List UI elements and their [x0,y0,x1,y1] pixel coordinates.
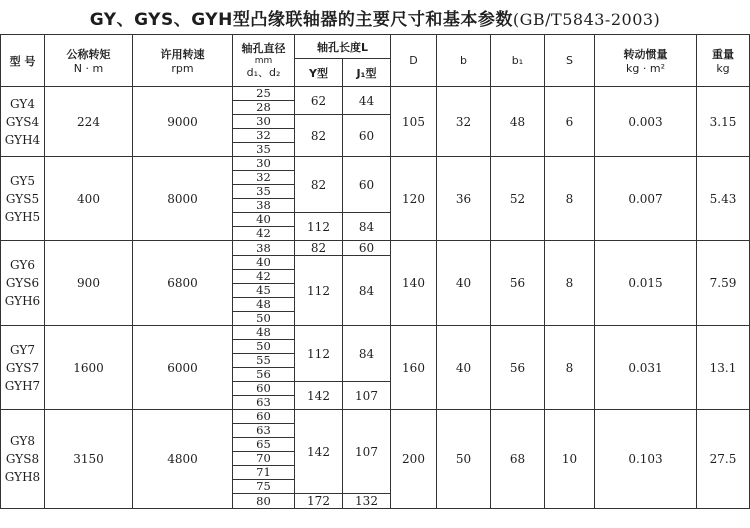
bore-cell: 35 [233,185,295,199]
header-b1: b₁ [491,35,545,87]
speed-cell: 9000 [133,87,233,157]
bore-cell: 70 [233,452,295,466]
b1-cell: 48 [491,87,545,157]
torque-cell: 3150 [45,410,133,509]
table-row [1,241,750,256]
bore-cell: 28 [233,101,295,115]
inertia-cell: 0.007 [595,157,697,241]
bore-cell: 65 [233,438,295,452]
length-j1-cell: 84 [343,213,391,241]
spec-body [1,87,750,509]
header-length-y: Y型 [295,59,343,87]
length-y-cell: 142 [295,382,343,410]
table-row [1,326,750,340]
inertia-cell: 0.003 [595,87,697,157]
b-cell: 36 [437,157,491,241]
length-y-cell: 112 [295,213,343,241]
bore-cell: 32 [233,171,295,185]
speed-cell: 4800 [133,410,233,509]
D-cell: 160 [391,326,437,410]
D-cell: 140 [391,241,437,326]
speed-cell: 6000 [133,326,233,410]
model-cell: GY5 GYS5 GYH5 [1,157,45,241]
inertia-cell: 0.015 [595,241,697,326]
S-cell: 8 [545,157,595,241]
header-weight: 重量 kg [697,35,750,87]
bore-cell: 75 [233,480,295,494]
bore-cell: 40 [233,213,295,227]
length-j1-cell: 107 [343,410,391,494]
table-row [1,87,750,101]
b1-cell: 68 [491,410,545,509]
length-j1-cell: 132 [343,494,391,509]
model-cell: GY4 GYS4 GYH4 [1,87,45,157]
header-length-j1: J₁型 [343,59,391,87]
b-cell: 32 [437,87,491,157]
length-y-cell: 112 [295,326,343,382]
header-bore: 轴孔直径 mm d₁、d₂ [233,35,295,87]
length-y-cell: 172 [295,494,343,509]
b1-cell: 56 [491,241,545,326]
length-y-cell: 82 [295,115,343,157]
header-length: 轴孔长度L [295,35,391,59]
spec-table [0,34,750,509]
page-title [0,5,750,30]
length-y-cell: 62 [295,87,343,115]
bore-cell: 40 [233,256,295,270]
bore-cell: 55 [233,354,295,368]
torque-cell: 224 [45,87,133,157]
bore-cell: 63 [233,424,295,438]
length-j1-cell: 84 [343,326,391,382]
b1-cell: 52 [491,157,545,241]
table-row [1,157,750,171]
S-cell: 8 [545,326,595,410]
bore-cell: 50 [233,340,295,354]
S-cell: 6 [545,87,595,157]
weight-cell: 3.15 [697,87,750,157]
weight-cell: 27.5 [697,410,750,509]
header-model: 型 号 [1,35,45,87]
title-text: GY、GYS、GYH型凸缘联轴器的主要尺寸和基本参数 [89,10,513,30]
bore-cell: 80 [233,494,295,509]
inertia-cell: 0.031 [595,326,697,410]
length-j1-cell: 60 [343,241,391,256]
b-cell: 40 [437,326,491,410]
b-cell: 50 [437,410,491,509]
bore-cell: 45 [233,284,295,298]
length-y-cell: 82 [295,241,343,256]
weight-cell: 5.43 [697,157,750,241]
model-cell: GY8 GYS8 GYH8 [1,410,45,509]
bore-cell: 48 [233,298,295,312]
b-cell: 40 [437,241,491,326]
bore-cell: 71 [233,466,295,480]
length-j1-cell: 107 [343,382,391,410]
bore-cell: 50 [233,312,295,326]
S-cell: 8 [545,241,595,326]
inertia-cell: 0.103 [595,410,697,509]
bore-cell: 38 [233,241,295,256]
standard-code: (GB/T5843-2003) [512,10,661,29]
bore-cell: 32 [233,129,295,143]
bore-cell: 56 [233,368,295,382]
D-cell: 200 [391,410,437,509]
bore-cell: 30 [233,157,295,171]
table-row [1,410,750,424]
D-cell: 105 [391,87,437,157]
S-cell: 10 [545,410,595,509]
bore-cell: 42 [233,270,295,284]
bore-cell: 60 [233,410,295,424]
bore-cell: 38 [233,199,295,213]
length-j1-cell: 44 [343,87,391,115]
length-j1-cell: 60 [343,157,391,213]
header-S: S [545,35,595,87]
model-cell: GY6 GYS6 GYH6 [1,241,45,326]
speed-cell: 6800 [133,241,233,326]
bore-cell: 42 [233,227,295,241]
torque-cell: 900 [45,241,133,326]
weight-cell: 7.59 [697,241,750,326]
D-cell: 120 [391,157,437,241]
length-y-cell: 142 [295,410,343,494]
length-j1-cell: 60 [343,115,391,157]
header-b: b [437,35,491,87]
header-D: D [391,35,437,87]
model-cell: GY7 GYS7 GYH7 [1,326,45,410]
bore-cell: 25 [233,87,295,101]
torque-cell: 400 [45,157,133,241]
b1-cell: 56 [491,326,545,410]
header-torque: 公称转矩 N · m [45,35,133,87]
bore-cell: 63 [233,396,295,410]
header-inertia: 转动惯量 kg · m² [595,35,697,87]
torque-cell: 1600 [45,326,133,410]
bore-cell: 30 [233,115,295,129]
bore-cell: 48 [233,326,295,340]
speed-cell: 8000 [133,157,233,241]
bore-cell: 35 [233,143,295,157]
weight-cell: 13.1 [697,326,750,410]
length-j1-cell: 84 [343,256,391,326]
length-y-cell: 112 [295,256,343,326]
header-speed: 许用转速 rpm [133,35,233,87]
length-y-cell: 82 [295,157,343,213]
bore-cell: 60 [233,382,295,396]
